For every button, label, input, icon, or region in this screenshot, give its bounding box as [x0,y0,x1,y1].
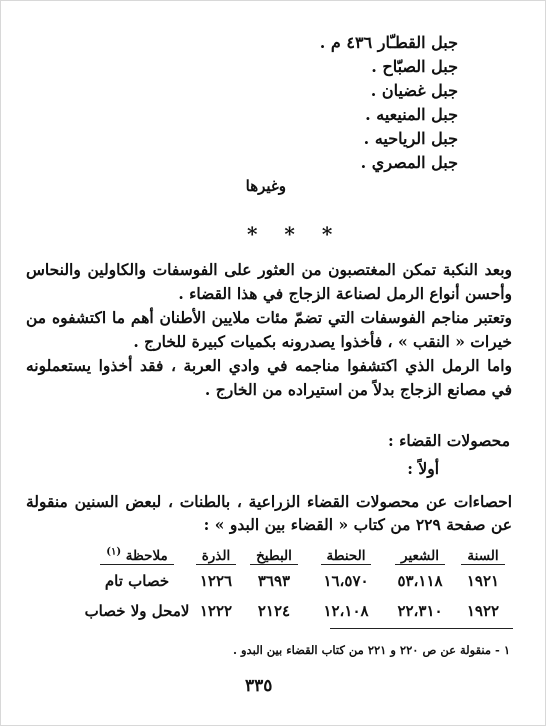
paragraph: وتعتبر مناجم الفوسفات التي تضمّ مئات ملايين الأطنان أهم ما اكتشفوه من خيرات « النقب » ، فأخذوا يصدرونه بكميات كبيرة للخارج . [26,308,512,351]
cell-watermelon: ٢١٢٤ [257,602,291,620]
cell-year: ١٩٢١ [466,572,500,590]
mountain-item: جبل المنيعيه . [365,105,458,124]
crop-statistics-table [84,538,512,626]
mountain-item: جبل المصري . [360,153,458,172]
cell-year: ١٩٢٢ [466,602,500,620]
header-barley: الشعير [395,548,445,565]
others-label: وغيرها [245,177,286,195]
section-heading: محصولات القضاء : [387,431,510,450]
footnote-separator [330,628,513,629]
table-row [84,566,512,596]
cell-wheat: ١٢،١٠٨ [323,602,369,620]
mountain-item: جبل الرياحيه . [363,129,458,148]
statistics-intro: احصاءات عن محصولات القضاء الزراعية ، بالطنات ، لبعض السنين منقولة عن صفحة ٢٢٩ من كتاب « القضاء بين البدو » : [26,492,512,534]
cell-corn: ١٢٢٢ [199,602,233,620]
cell-corn: ١٢٢٦ [199,572,233,590]
header-year: السنة [461,548,504,565]
cell-wheat: ١٦،٥٧٠ [323,572,369,590]
header-corn: الذرة [196,548,237,565]
footnote-marker: (١) [106,546,122,558]
sub-heading: أولاً : [407,459,439,478]
cell-barley: ٥٣،١١٨ [397,572,443,590]
mountain-item: جبل غضيان . [370,81,458,100]
cell-barley: ٢٢،٣١٠ [397,602,443,620]
table-row [84,596,512,626]
section-separator-stars: * * * [247,222,343,246]
table-header-row [84,538,512,566]
header-watermelon: البطيخ [250,548,298,565]
paragraph: واما الرمل الذي اكتشفوا مناجمه في وادي العربة ، فقد أخذوا يستعملونه في مصانع الزجاج بدلاً من استيراده من الخارج . [26,356,512,399]
footnote: ١ - منقولة عن ص ٢٢٠ و ٢٢١ من كتاب القضاء بين البدو . [233,643,510,657]
mountain-item: جبل القطـّار ٤٣٦ م . [319,33,458,52]
cell-remark: لامحل ولا خصاب [84,602,190,620]
cell-remark: خصاب تام [104,572,170,590]
page-number: ٣٣٥ [245,676,273,696]
cell-watermelon: ٣٦٩٣ [257,572,291,590]
header-remark: ملاحظة [125,548,168,564]
header-wheat: الحنطة [321,548,372,565]
mountain-item: جبل الصبّاح . [371,57,458,76]
paragraph: وبعد النكبة تمكن المغتصبون من العثور على الفوسفات والكاولين والنحاس وأحسن أنواع الرمل لصناعة الزجاج في هذا القضاء . [26,260,512,303]
